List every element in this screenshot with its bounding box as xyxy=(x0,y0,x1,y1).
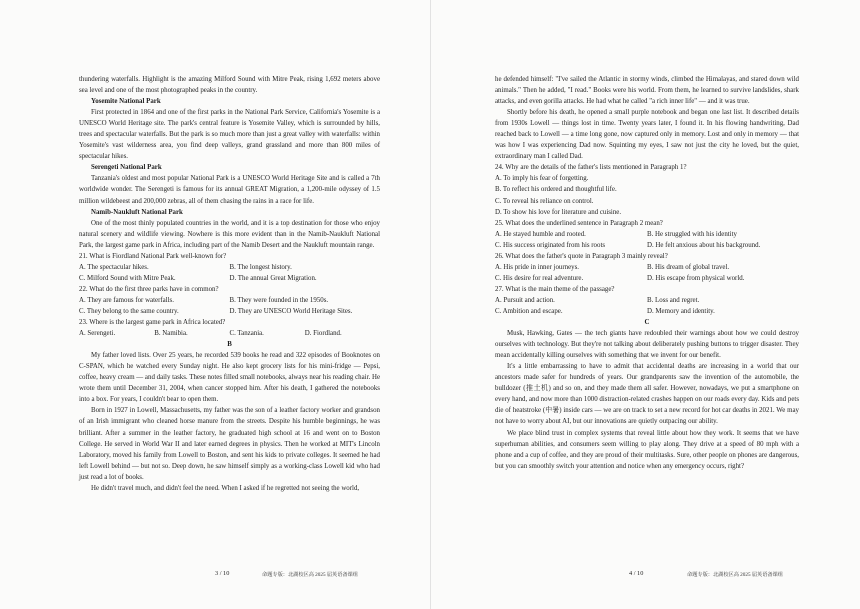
answer-option: B. He struggled with his identity xyxy=(647,230,737,238)
paragraph: 21. What is Fiordland National Park well-known for? xyxy=(79,252,227,260)
answer-options xyxy=(79,262,380,284)
answer-option: B. To reflect his ordered and thoughtful life. xyxy=(495,186,617,194)
answer-option: A. His pride in inner journeys. xyxy=(495,263,580,271)
answer-option: C. To reveal his reliance on control. xyxy=(495,197,594,205)
section-letter: B xyxy=(227,341,232,349)
answer-options xyxy=(495,229,799,251)
section-letter: C xyxy=(644,319,650,327)
answer-option: C. They belong to the same country. xyxy=(79,307,179,315)
left-page-number: 3 / 10 xyxy=(215,570,230,577)
answer-option: D. His escape from physical world. xyxy=(647,274,745,282)
right-page xyxy=(430,0,860,609)
answer-option: C. Ambition and escape. xyxy=(495,307,563,315)
right-page-text xyxy=(495,74,799,472)
paragraph: One of the most thinly populated countries in the world, and it is a top destination for those who enjoy natural scenery and wildlife viewing. Nowhere is this more evident than in the Namib-Naukluft National Park, the largest game park in Africa, including part of the Namib Desert and the Naukluft mountain range. xyxy=(79,219,380,249)
paragraph: thundering waterfalls. Highlight is the amazing Milford Sound with Mitre Peak, rising 1,692 meters above sea level and one of the most photographed peaks in the country. xyxy=(79,76,380,95)
answer-option: A. To imply his fear of forgetting. xyxy=(495,175,589,183)
answer-option: D. Memory and identity. xyxy=(647,307,715,315)
answer-option: A. Pursuit and action. xyxy=(495,296,555,304)
section-heading: Yosemite National Park xyxy=(91,98,161,106)
answer-option: B. Namibia. xyxy=(154,330,188,338)
answer-option: A. They are famous for waterfalls. xyxy=(79,296,174,304)
answer-option: B. Loss and regret. xyxy=(647,296,700,304)
answer-option: C. Tanzania. xyxy=(229,330,264,338)
answer-option: B. His dream of global travel. xyxy=(647,263,730,271)
paragraph: Musk, Hawking, Gates — the tech giants have redoubled their warnings about how we could destroy ourselves with technology. But they're not talking about deliberately pushing buttons to trigger disaster. They mean accidentally killing ourselves with something that we invent for our benefit. xyxy=(495,330,799,360)
section-heading: Serengeti National Park xyxy=(91,164,162,172)
paragraph: Shortly before his death, he opened a small purple notebook and began one last list. It described details from 1930s Lowell — things lost in time. Twenty years later, I found it. In his flowing handwriting, Dad reached back to Lowell — a time long gone, now captured only in memory. Lost and only in memory — that was how I was experiencing Dad now. Squinting my eyes, I saw not just the city he loved, but the quiet, extraordinary man I called Dad. xyxy=(495,109,799,161)
left-page-publisher: 命题专版：北湖校区高 2025 届英语备课组 xyxy=(262,572,358,578)
paragraph: 24. Why are the details of the father's lists mentioned in Paragraph 1? xyxy=(495,164,687,172)
answer-options xyxy=(495,262,799,284)
paragraph: It's a little embarrassing to have to admit that accidental deaths are increasing in a world that our ancestors made safer for hundreds of years. Our grandparents saw the invention of the automobile, the bulldozer (推土机) and so on, and they made them all safer. However, nowadays, we put a smartphone on every hand, and now more than 1000 distraction-related crashes happen on our roads every day. Kids and pets die of heatstroke (中暑) inside cars — we are on track to set a new record for hot car deaths in 2021. We may not have to worry about AI, but our innovations are quietly outpacing our ability. xyxy=(495,363,799,426)
left-page-text xyxy=(79,74,380,494)
right-page-publisher: 命题专版：北湖校区高 2025 届英语备课组 xyxy=(687,572,783,578)
answer-option: C. His desire for real adventure. xyxy=(495,274,584,282)
section-heading: Namib-Naukluft National Park xyxy=(91,208,183,216)
answer-option: B. The longest history. xyxy=(229,263,292,271)
answer-option: C. His success originated from his roots xyxy=(495,241,606,249)
paragraph: 22. What do the first three parks have in common? xyxy=(79,285,219,293)
paragraph: 26. What does the father's quote in Paragraph 3 mainly reveal? xyxy=(495,252,668,260)
answer-options xyxy=(495,173,799,217)
paragraph: Born in 1927 in Lowell, Massachusetts, my father was the son of a leather factory worker and grandson of an Irish immigrant who cleaned horse manure from the streets. Despite his humble beginnings, he was brilliant. After a summer in the leather factory, he graduated high school at 16 and went on to Boston College. He served in World War II and later earned degrees in physics. Then he worked at MIT's Lincoln Laboratory, moved his family from Lowell to Boston, and sent his kids to private colleges. It seemed he had left Lowell behind — but not so. Deep down, he saw himself simply as a working-class Lowell kid who had just read a lot of books. xyxy=(79,407,380,481)
paragraph: We place blind trust in complex systems that reveal little about how they work. It seems that we have superhuman abilities, and consumers seem willing to play along. They drive at a speed of 80 mph with a phone and a cup of coffee, and they are proud of their multitasks. Sure, other people on phones are dangerous, but you can smoothly switch your attention and notice when any emergency occurs, right? xyxy=(495,429,799,470)
answer-option: B. They were founded in the 1950s. xyxy=(229,296,329,304)
paragraph: 25. What does the underlined sentence in Paragraph 2 mean? xyxy=(495,219,663,227)
paragraph: He didn't travel much, and didn't feel the need. When I asked if he regretted not seeing the world, xyxy=(91,484,360,492)
paragraph: 27. What is the main theme of the passage? xyxy=(495,285,615,293)
answer-option: D. He felt anxious about his background. xyxy=(647,241,761,249)
answer-options xyxy=(79,295,380,317)
paragraph: he defended himself: "I've sailed the Atlantic in stormy winds, climbed the Himalayas, and stared down wild animals." Then he added, "I read." Books were his world. From them, he learned to survive landslides, shark attacks, and even gorilla attacks. He had what he called "a rich inner life" — and it was true. xyxy=(495,76,799,106)
answer-option: D. They are UNESCO World Heritage Sites. xyxy=(229,307,353,315)
answer-option: C. Milford Sound with Mitre Peak. xyxy=(79,274,176,282)
paragraph: My father loved lists. Over 25 years, he recorded 539 books he read and 322 episodes of Booknotes on C-SPAN, which he watched every Sunday night. He also kept grocery lists for his mini-fridge — Pepsi, coffee, heavy cream — and daily tasks. These notes filled small notebooks, always near his reading chair. He wrote them until December 31, 2004, when cancer stopped him. After his death, I gathered the notebooks into a box. For years, I couldn't bear to open them. xyxy=(79,352,380,404)
answer-option: D. Fiordland. xyxy=(304,330,342,338)
paragraph: Tanzania's oldest and most popular National Park is a UNESCO World Heritage Site and is called a 7th worldwide wonder. The Serengeti is famous for its annual GREAT Migration, a 1,200-mile odyssey of 1.5 million wildebeest and 200,000 zebras, all of them chasing the rains in a race for life. xyxy=(79,175,380,205)
right-page-number: 4 / 10 xyxy=(629,570,644,577)
answer-option: D. The annual Great Migration. xyxy=(229,274,317,282)
answer-option: A. He stayed humble and rooted. xyxy=(495,230,586,238)
answer-option: A. The spectacular hikes. xyxy=(79,263,149,271)
answer-options xyxy=(495,295,799,317)
answer-options xyxy=(79,328,380,339)
answer-option: A. Serengeti. xyxy=(79,330,116,338)
paragraph: First protected in 1864 and one of the first parks in the National Park Service, California's Yosemite is a UNESCO World Heritage site. The park's central feature is Yosemite Valley, which is surrounded by hills, trees and spectacular waterfalls. But the park is so much more than just a great valley with waterfalls: within Yosemite's vast wilderness area, you find deep valleys, grand grassland and more than 800 miles of spectacular hikes. xyxy=(79,109,380,161)
answer-option: D. To show his love for literature and cuisine. xyxy=(495,208,622,216)
paragraph: 23. Where is the largest game park in Africa located? xyxy=(79,319,226,327)
